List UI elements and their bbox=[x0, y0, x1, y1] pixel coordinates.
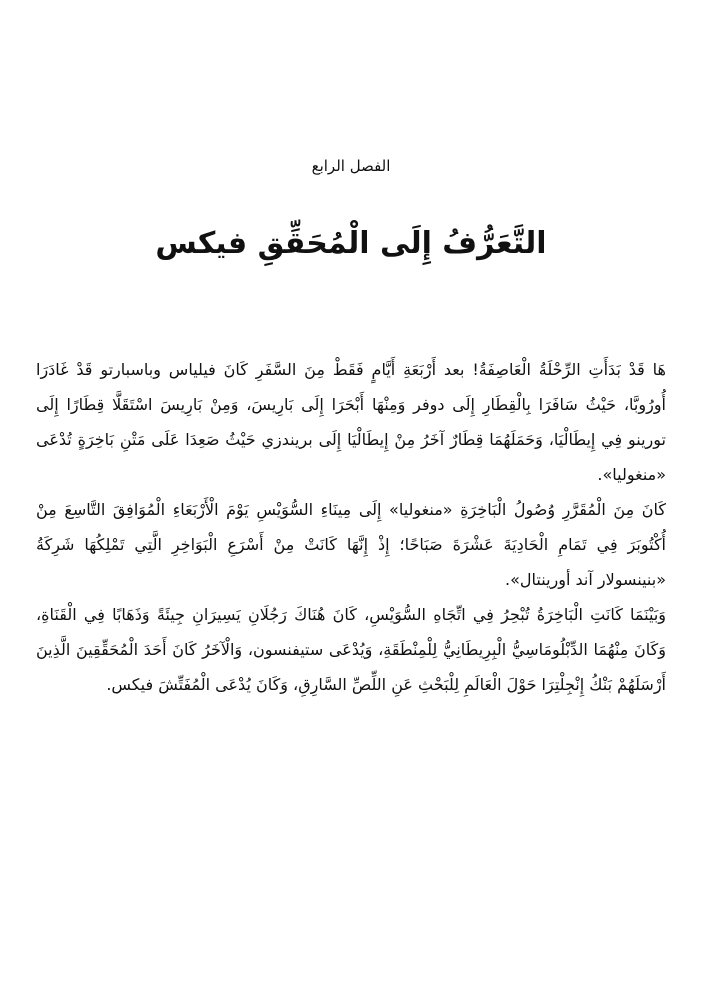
paragraph-3: وَبَيْنَمَا كَانَتِ الْبَاخِرَةُ تُبْحِرُ فِي اتِّجَاهِ السُّوَيْسِ، كَانَ هُنَاكَ رَجُلَانِ يَسِيرَانِ جِيئَةً وَذَهَابًا فِي الْقَنَاةِ، وَكَانَ مِنْهُمَا الدِّبْلُومَاسِيُّ الْبِرِيطَانِيُّ لِلْمِنْطَقَةِ، وَيُدْعَى ستيفنسون، وَالْآخَرُ كَانَ أَحَدَ الْمُحَقِّقِينَ الَّذِينَ أَرْسَلَهُمْ بَنْكُ إِنْجِلْتِرَا حَوْلَ الْعَالَمِ لِلْبَحْثِ عَنِ اللِّصِّ السَّارِقِ، وَكَانَ يُدْعَى الْمُفَتِّشَ فيكس. bbox=[36, 605, 666, 694]
paragraph-2: كَانَ مِنَ الْمُقَرَّرِ وُصُولُ الْبَاخِرَةِ «منغوليا» إِلَى مِينَاءِ السُّوَيْسِ يَوْمَ الْأَرْبَعَاءِ الْمُوَافِقَ التَّاسِعَ مِنْ أُكْتُوبَرَ فِي تَمَامِ الْحَادِيَةَ عَشْرَةَ صَبَاحًا؛ إِذْ إِنَّهَا كَانَتْ مِنْ أَسْرَعِ الْبَوَاخِرِ الَّتِي تَمْلِكُهَا شَرِكَةُ «بنينسولار آند أورينتال». bbox=[36, 500, 666, 589]
chapter-body bbox=[36, 352, 666, 702]
chapter-label: الفصل الرابع bbox=[311, 157, 391, 175]
paragraph-1: هَا قَدْ بَدَأَتِ الرِّحْلَةُ الْعَاصِفَةُ! بعد أَرْبَعَةِ أَيَّامٍ فَقَطْ مِنَ السَّفَرِ كَانَ فيلياس وباسبارتو قَدْ غَادَرَا أُورُوبَّا، حَيْثُ سَافَرَا بِالْقِطَارِ إِلَى دوفر وَمِنْهَا أَبْحَرَا إِلَى بَارِيسَ، وَمِنْ بَارِيسَ اسْتَقَلَّا قِطَارًا إِلَى تورينو فِي إِيطَالْيَا، وَحَمَلَهُمَا قِطَارٌ آخَرُ مِنْ إِيطَالْيَا إِلَى بريندزي حَيْثُ صَعِدَا عَلَى مَتْنِ بَاخِرَةٍ تُدْعَى «منغوليا». bbox=[36, 360, 666, 484]
chapter-title: التَّعَرُّفُ إِلَى الْمُحَقِّقِ فيكس bbox=[155, 226, 547, 261]
